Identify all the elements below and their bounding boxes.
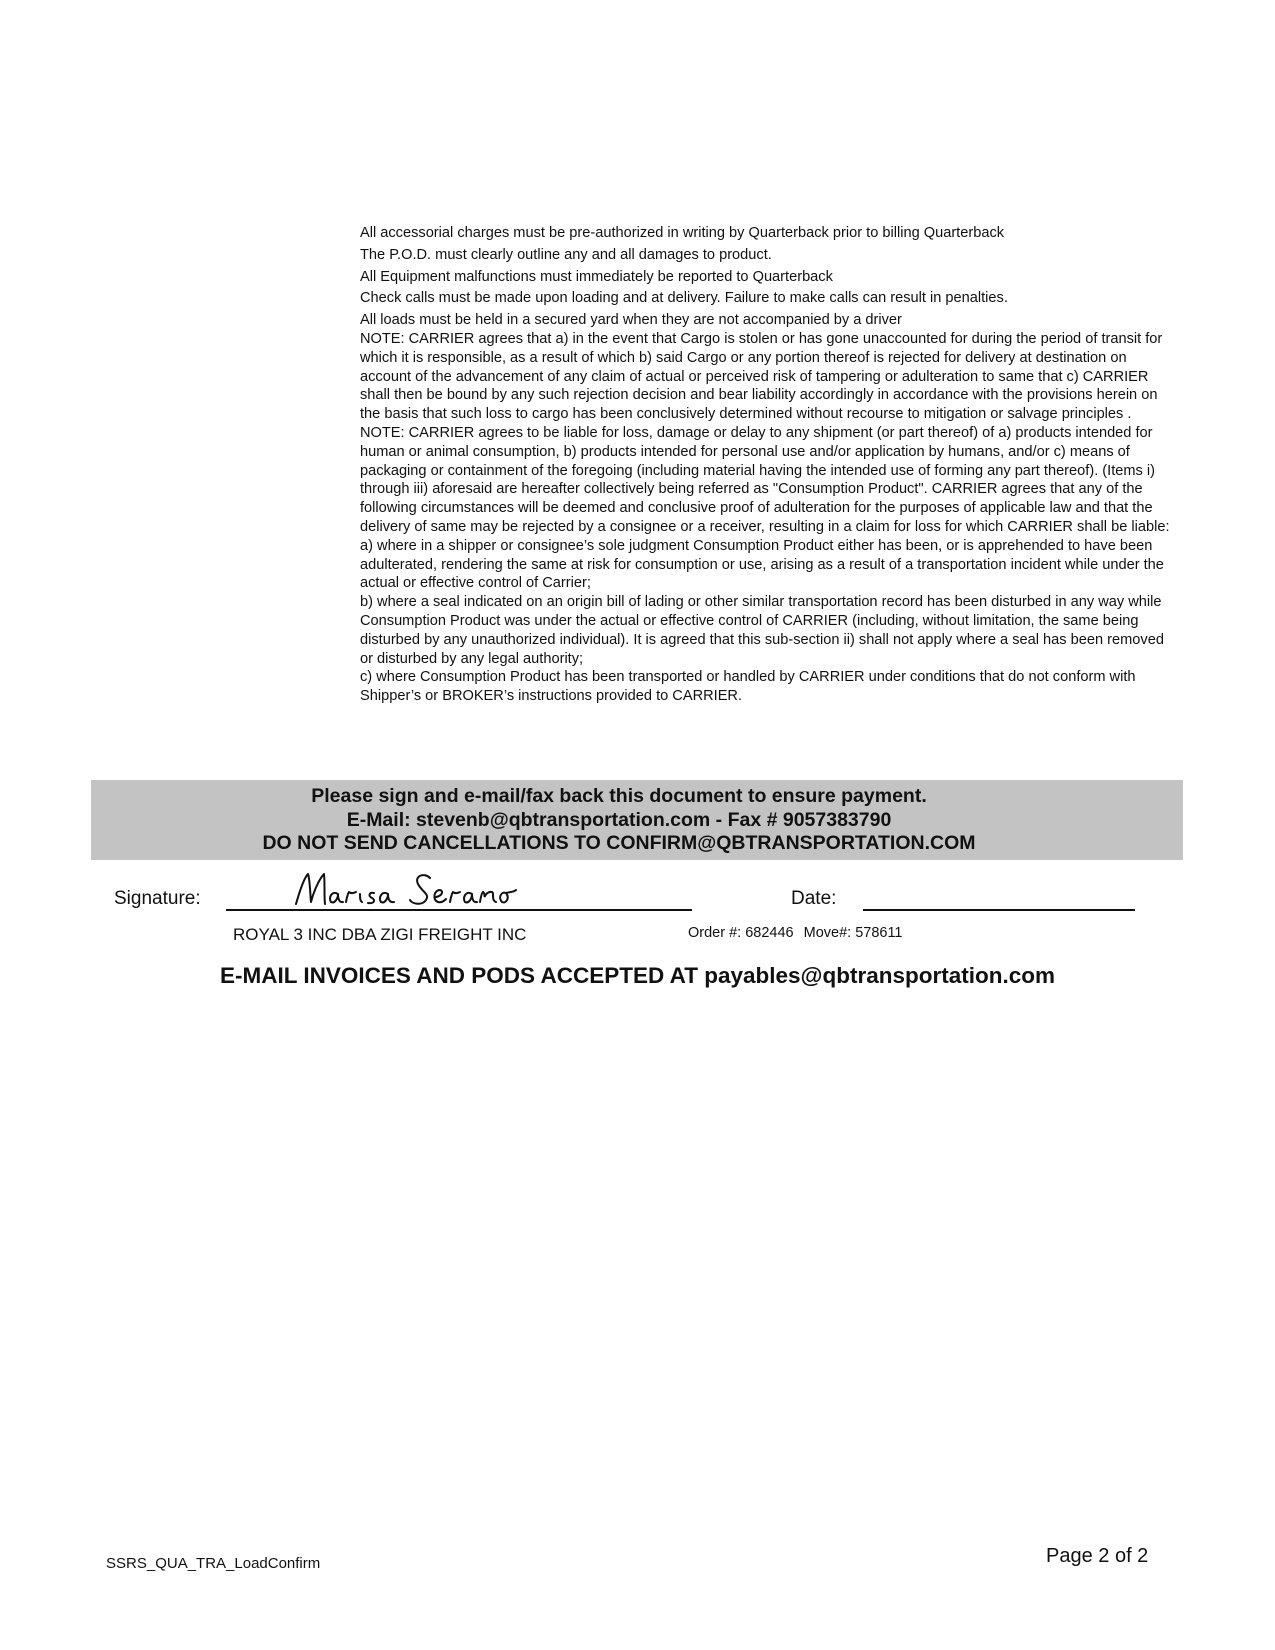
- terms-paragraph: b) where a seal indicated on an origin bill of lading or other similar transportation record has been disturbed in any way while Consumption Product was under the actual or effective control of CARRIER (including, without limitation, the same being disturbed by any unauthorized individual). It is agreed that this sub-section ii) shall not apply where a seal has been removed or disturbed by any legal authority;: [360, 594, 1164, 667]
- terms-line: All Equipment malfunctions must immediately be reported to Quarterback: [360, 268, 833, 285]
- terms-line: Check calls must be made upon loading and at delivery. Failure to make calls can result in penalties.: [360, 290, 1008, 307]
- terms-paragraph: All loads must be held in a secured yard when they are not accompanied by a driver: [360, 312, 902, 329]
- order-info: [688, 925, 903, 941]
- terms-paragraph: a) where in a shipper or consignee’s sole judgment Consumption Product either has been, or is apprehended to have been adulterated, rendering the same at risk for consumption or use, arising as a result of a transportation incident while under the actual or effective control of Carrier;: [360, 537, 1164, 592]
- handwritten-signature: [290, 868, 550, 910]
- terms-paragraph: c) where Consumption Product has been transported or handled by CARRIER under conditions that do not conform with Shipper’s or BROKER’s instructions provided to CARRIER.: [360, 669, 1136, 705]
- invoice-notice: E-MAIL INVOICES AND PODS ACCEPTED AT payables@qbtransportation.com: [220, 963, 1055, 988]
- page-number: Page 2 of 2: [1046, 1545, 1149, 1567]
- carrier-name: ROYAL 3 INC DBA ZIGI FREIGHT INC: [233, 925, 527, 944]
- signature-label: Signature:: [114, 888, 201, 909]
- terms-section: [360, 224, 1180, 706]
- terms-paragraph: NOTE: CARRIER agrees to be liable for loss, damage or delay to any shipment (or part thereof) of a) products intended for human or animal consumption, b) products intended for personal use and/or application by humans, and/or c) means of packaging or containment of the foregoing (including material having the intended use of forming any part thereof). (Items i) through iii) aforesaid are hereafter collectively being referred as "Consumption Product". CARRIER agrees that any of the following circumstances will be deemed and conclusive proof of adulteration for the purposes of applicable law and that the delivery of same may be rejected by a consignee or a receiver, resulting in a claim for loss for which CARRIER shall be liable:: [360, 424, 1170, 535]
- terms-line: All accessorial charges must be pre-authorized in writing by Quarterback prior to billing Quarterback: [360, 225, 1005, 241]
- order-number: Order #: 682446: [688, 925, 794, 941]
- terms-line: The P.O.D. must clearly outline any and all damages to product.: [360, 246, 772, 263]
- move-number: Move#: 578611: [803, 925, 903, 941]
- signature-request-banner: [91, 780, 1183, 860]
- banner-line: Please sign and e-mail/fax back this document to ensure payment.: [311, 785, 927, 807]
- terms-paragraph: NOTE: CARRIER agrees that a) in the event that Cargo is stolen or has gone unaccounted for during the period of transit for which it is responsible, as a result of which b) said Cargo or any portion thereof is rejected for delivery at destination on account of the advancement of any claim of actual or perceived risk of tampering or adulteration to same that c) CARRIER shall then be bound by any such rejection decision and bear liability accordingly in accordance with the provisions herein on the basis that such loss to cargo has been conclusively determined without recourse to mitigation or salvage principles .: [360, 330, 1163, 423]
- date-label: Date:: [791, 888, 837, 909]
- report-name: SSRS_QUA_TRA_LoadConfirm: [106, 1555, 321, 1572]
- date-line: [863, 909, 1135, 911]
- banner-line: DO NOT SEND CANCELLATIONS TO CONFIRM@QBTRANSPORTATION.COM: [262, 832, 976, 854]
- banner-line: E-Mail: stevenb@qbtransportation.com - Fax # 9057383790: [346, 808, 892, 831]
